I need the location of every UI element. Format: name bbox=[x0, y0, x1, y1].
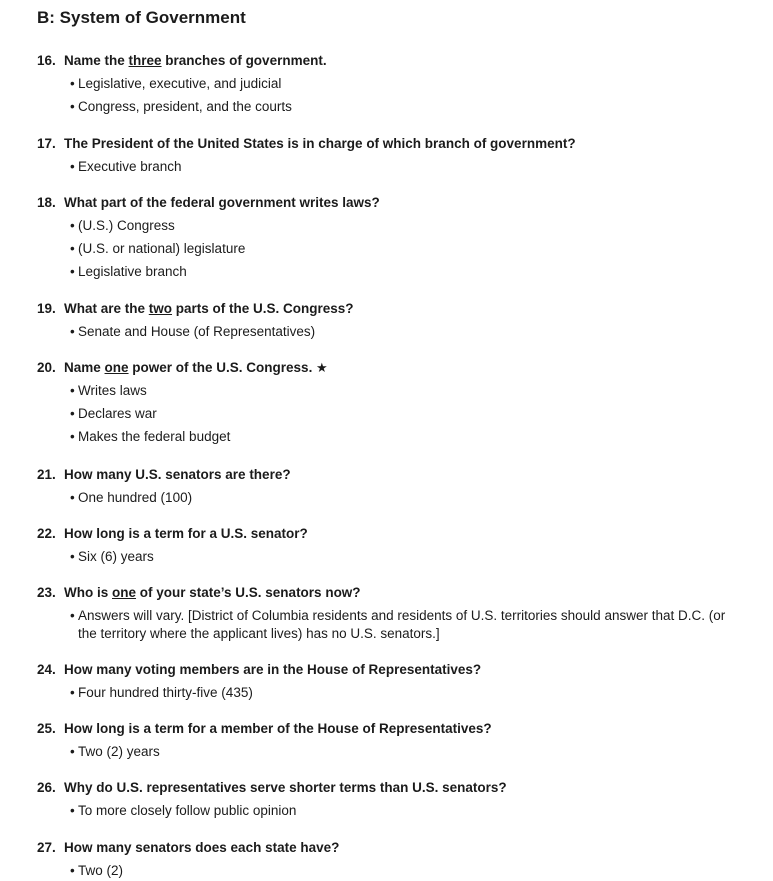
answer-text: (U.S.) Congress bbox=[78, 218, 175, 233]
bullet-icon: • bbox=[70, 264, 75, 279]
question-number: 27. bbox=[37, 840, 56, 855]
question-item bbox=[0, 660, 773, 702]
answer-item bbox=[0, 607, 773, 643]
bullet-icon: • bbox=[70, 99, 75, 114]
question-line bbox=[0, 134, 773, 154]
question-item bbox=[0, 838, 773, 880]
bullet-icon: • bbox=[70, 429, 75, 444]
answer-item bbox=[0, 75, 773, 93]
question-text: The President of the United States is in charge of which branch of government? bbox=[64, 136, 576, 151]
question-text: Name the three branches of government. bbox=[64, 53, 327, 68]
question-text: How long is a term for a U.S. senator? bbox=[64, 526, 308, 541]
question-line bbox=[0, 660, 773, 680]
question-text: What part of the federal government writes laws? bbox=[64, 195, 380, 210]
answer-text: (U.S. or national) legislature bbox=[78, 241, 246, 256]
question-number: 23. bbox=[37, 585, 56, 600]
underlined-keyword: three bbox=[128, 53, 162, 68]
question-line bbox=[0, 299, 773, 319]
question-item bbox=[0, 778, 773, 820]
answer-item bbox=[0, 684, 773, 702]
question-number: 19. bbox=[37, 301, 56, 316]
question-number: 22. bbox=[37, 526, 56, 541]
question-item bbox=[0, 51, 773, 116]
underlined-keyword: one bbox=[112, 585, 137, 600]
answer-text: Two (2) years bbox=[78, 744, 160, 759]
question-text: How many senators does each state have? bbox=[64, 840, 340, 855]
bullet-icon: • bbox=[70, 324, 75, 339]
question-number: 18. bbox=[37, 195, 56, 210]
bullet-icon: • bbox=[70, 241, 75, 256]
question-item bbox=[0, 465, 773, 507]
answer-item bbox=[0, 382, 773, 400]
bullet-icon: • bbox=[70, 608, 75, 623]
question-item bbox=[0, 299, 773, 341]
bullet-icon: • bbox=[70, 159, 75, 174]
bullet-icon: • bbox=[70, 863, 75, 878]
question-number: 25. bbox=[37, 721, 56, 736]
answer-text: Congress, president, and the courts bbox=[78, 99, 292, 114]
answer-text: Answers will vary. [District of Columbia residents and residents of U.S. territories should answer that D.C. (or the territory where the applicant lives) has no U.S. senators.] bbox=[78, 608, 726, 641]
answer-item bbox=[0, 263, 773, 281]
answer-text: Four hundred thirty-five (435) bbox=[78, 685, 253, 700]
question-line bbox=[0, 719, 773, 739]
bullet-icon: • bbox=[70, 549, 75, 564]
question-line bbox=[0, 51, 773, 71]
bullet-icon: • bbox=[70, 76, 75, 91]
answer-item bbox=[0, 548, 773, 566]
bullet-icon: • bbox=[70, 383, 75, 398]
question-item bbox=[0, 719, 773, 761]
question-item bbox=[0, 193, 773, 281]
question-line bbox=[0, 838, 773, 858]
question-line bbox=[0, 193, 773, 213]
question-line bbox=[0, 583, 773, 603]
question-text: Why do U.S. representatives serve shorter terms than U.S. senators? bbox=[64, 780, 507, 795]
question-item bbox=[0, 134, 773, 176]
answer-text: Two (2) bbox=[78, 863, 124, 878]
answer-item bbox=[0, 158, 773, 176]
answer-text: Legislative branch bbox=[78, 264, 187, 279]
question-line bbox=[0, 778, 773, 798]
answer-text: To more closely follow public opinion bbox=[78, 803, 297, 818]
answer-item bbox=[0, 217, 773, 235]
question-text: Who is one of your state’s U.S. senators now? bbox=[64, 585, 361, 600]
underlined-keyword: two bbox=[148, 301, 173, 316]
answer-text: One hundred (100) bbox=[78, 490, 193, 505]
answer-item bbox=[0, 405, 773, 423]
question-number: 17. bbox=[37, 136, 56, 151]
question-text: Name one power of the U.S. Congress. ★ bbox=[64, 360, 328, 375]
question-text: How many U.S. senators are there? bbox=[64, 467, 291, 482]
question-number: 24. bbox=[37, 662, 56, 677]
answer-text: Makes the federal budget bbox=[78, 429, 231, 444]
question-number: 20. bbox=[37, 360, 56, 375]
bullet-icon: • bbox=[70, 685, 75, 700]
answer-item bbox=[0, 862, 773, 880]
question-number: 16. bbox=[37, 53, 56, 68]
answer-item bbox=[0, 802, 773, 820]
question-item bbox=[0, 524, 773, 566]
bullet-icon: • bbox=[70, 803, 75, 818]
star-icon: ★ bbox=[312, 360, 328, 375]
answer-text: Declares war bbox=[78, 406, 157, 421]
answer-item bbox=[0, 428, 773, 446]
question-line bbox=[0, 524, 773, 544]
question-number: 26. bbox=[37, 780, 56, 795]
answer-item bbox=[0, 240, 773, 258]
answer-text: Senate and House (of Representatives) bbox=[78, 324, 316, 339]
question-number: 21. bbox=[37, 467, 56, 482]
question-item bbox=[0, 358, 773, 446]
answer-text: Writes laws bbox=[78, 383, 147, 398]
section-heading: B: System of Government bbox=[37, 8, 246, 27]
answer-item bbox=[0, 98, 773, 116]
question-item bbox=[0, 583, 773, 643]
answer-text: Six (6) years bbox=[78, 549, 154, 564]
underlined-keyword: one bbox=[104, 360, 129, 375]
bullet-icon: • bbox=[70, 490, 75, 505]
question-text: How many voting members are in the House of Representatives? bbox=[64, 662, 482, 677]
bullet-icon: • bbox=[70, 744, 75, 759]
bullet-icon: • bbox=[70, 218, 75, 233]
answer-text: Legislative, executive, and judicial bbox=[78, 76, 282, 91]
question-line bbox=[0, 358, 773, 378]
answer-item bbox=[0, 323, 773, 341]
answer-item bbox=[0, 743, 773, 761]
question-text: What are the two parts of the U.S. Congress? bbox=[64, 301, 354, 316]
question-text: How long is a term for a member of the House of Representatives? bbox=[64, 721, 492, 736]
answer-text: Executive branch bbox=[78, 159, 182, 174]
question-line bbox=[0, 465, 773, 485]
bullet-icon: • bbox=[70, 406, 75, 421]
answer-item bbox=[0, 489, 773, 507]
